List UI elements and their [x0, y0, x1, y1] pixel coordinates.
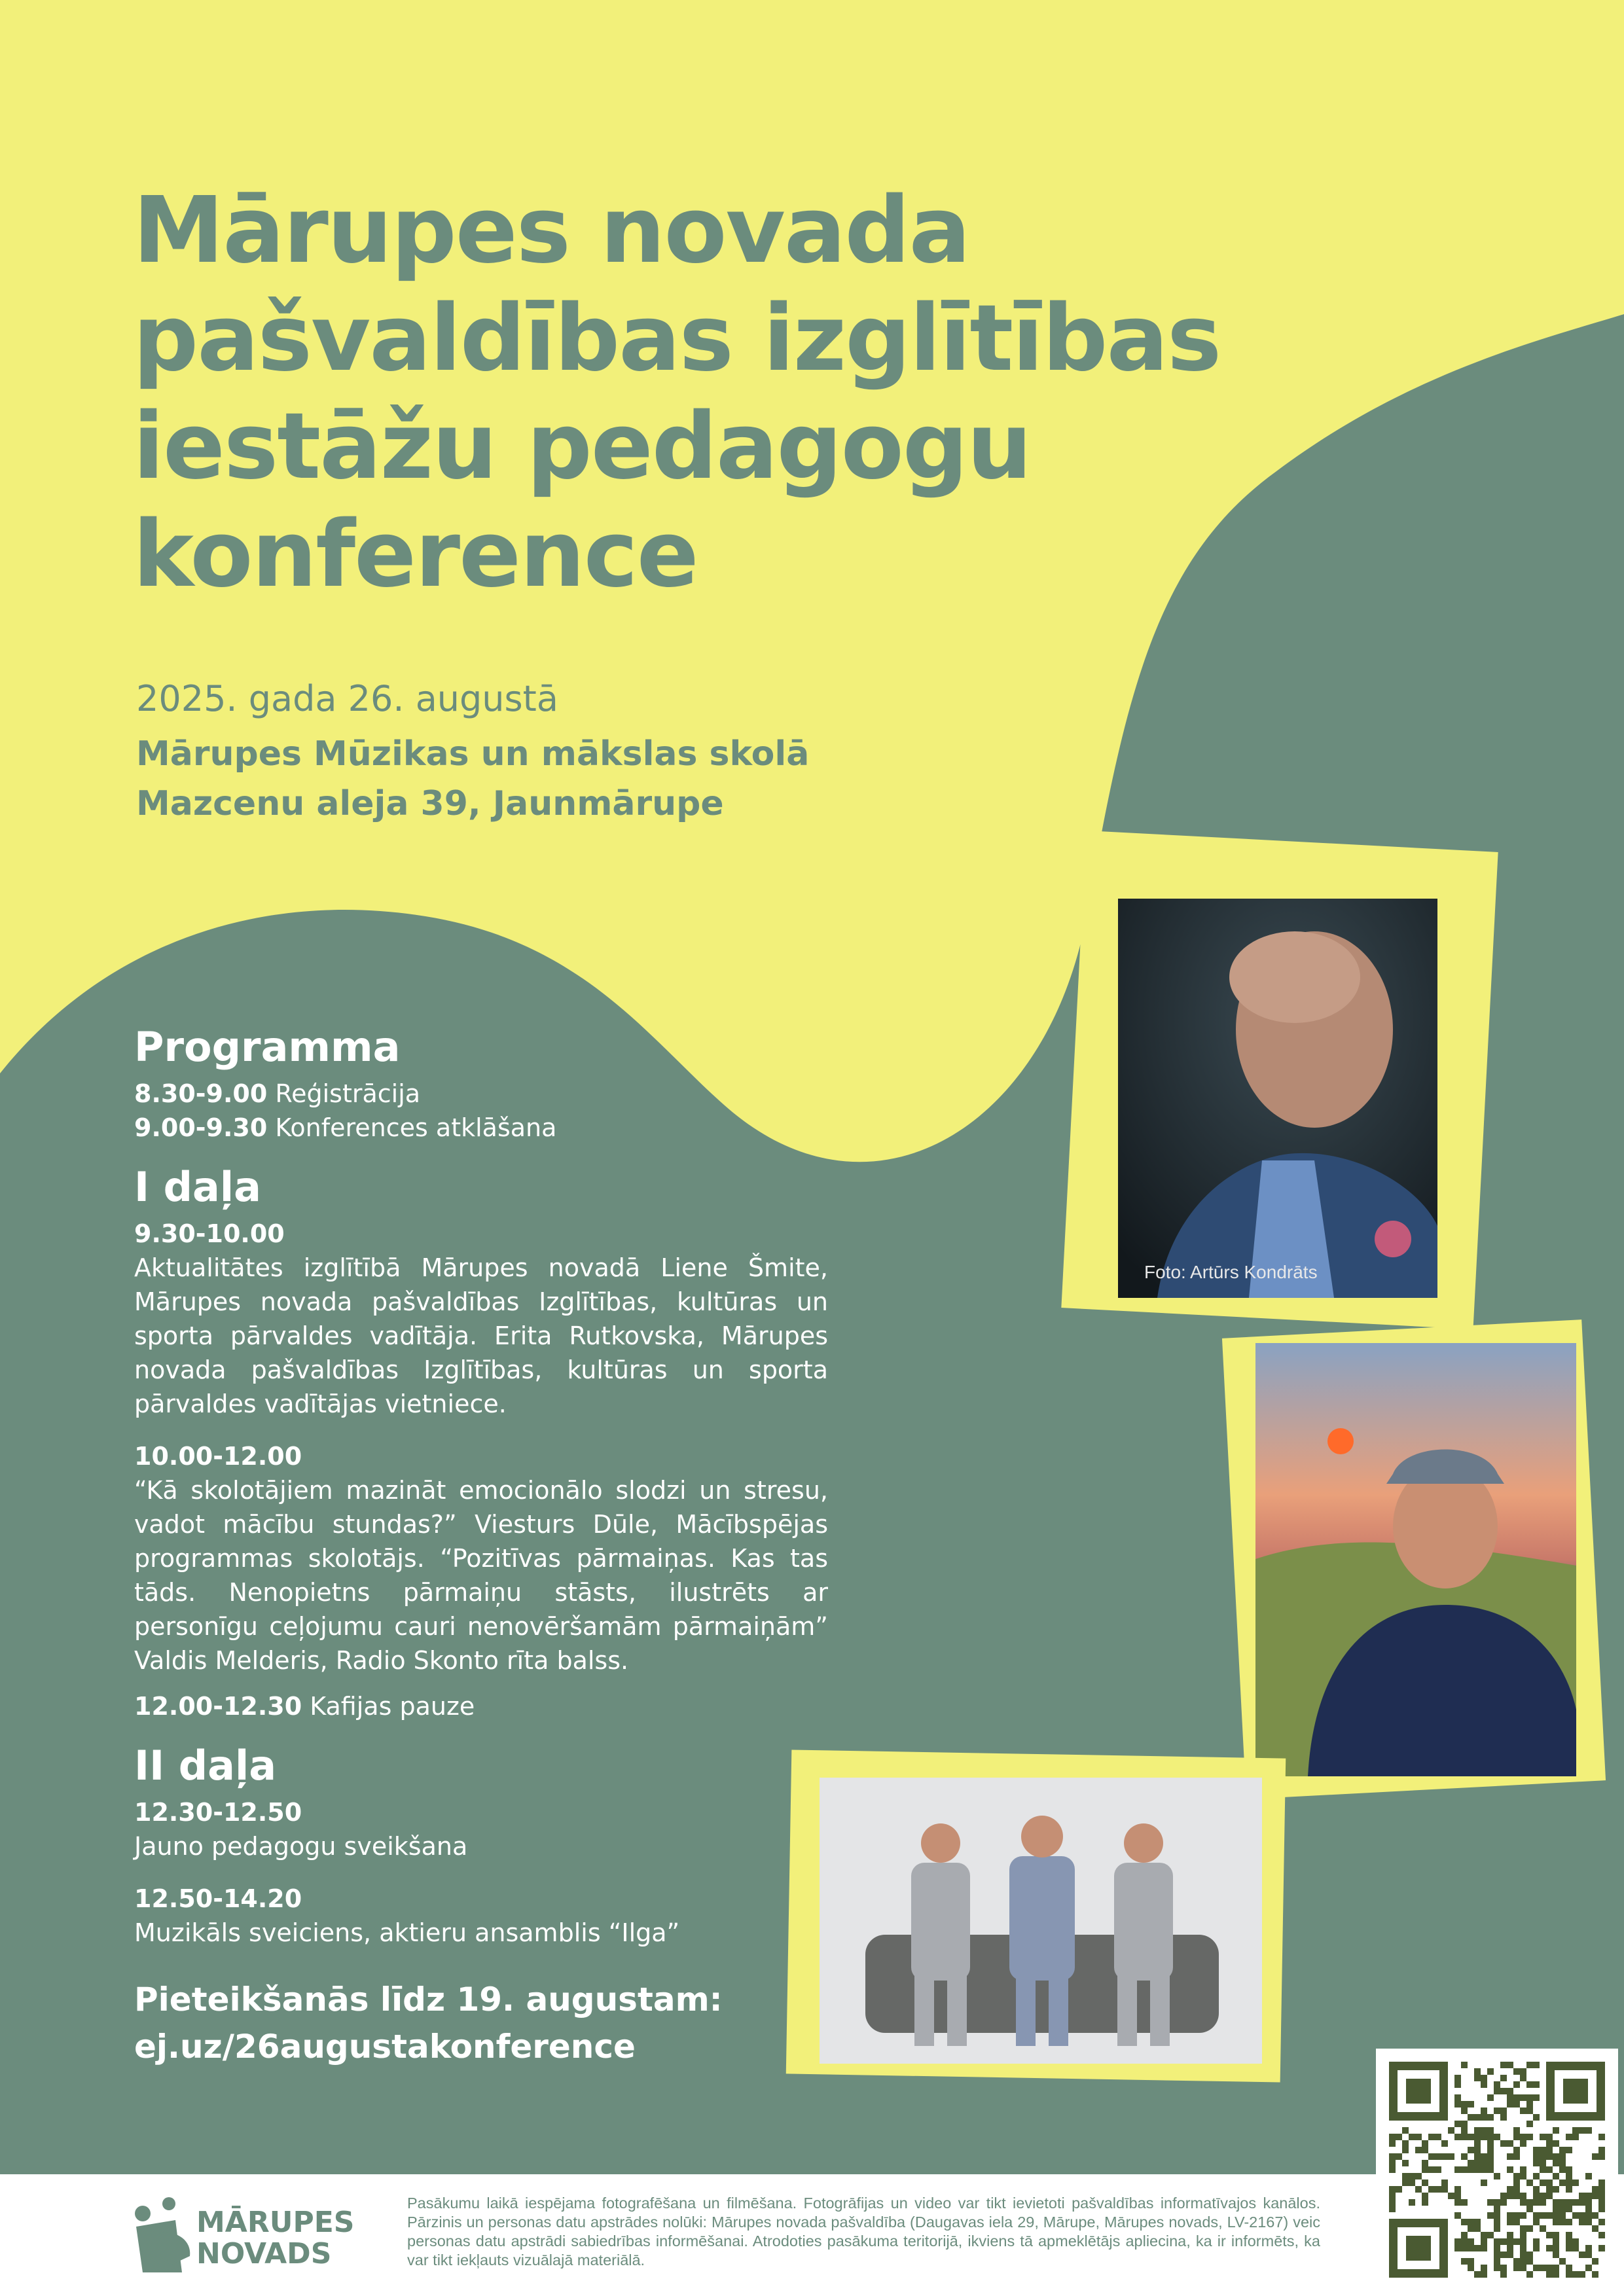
logo-text — [196, 2207, 354, 2270]
event-date: 2025. gada 26. augustā — [136, 678, 558, 719]
photo-credit: Foto: Artūrs Kondrāts — [1144, 1262, 1318, 1282]
logo-line2: NOVADS — [196, 2237, 332, 2270]
program-item — [134, 1111, 828, 1145]
speaker-portrait-photo — [1118, 899, 1437, 1298]
program-label: Kafijas pauze — [310, 1692, 475, 1721]
part1-session1-time: 9.30-10.00 — [134, 1219, 285, 1248]
program-item — [134, 1077, 828, 1111]
program-label: Konferences atklāšana — [275, 1113, 557, 1142]
program-time: 12.00-12.30 — [134, 1692, 302, 1721]
event-venue: Mārupes Mūzikas un mākslas skolā — [136, 734, 810, 774]
program-heading: Programma — [134, 1023, 401, 1071]
part1-heading: I daļa — [134, 1163, 261, 1211]
part2-session2-time: 12.50-14.20 — [134, 1884, 302, 1913]
title-line: pašvaldības izglītības — [133, 285, 1221, 392]
title-line: Mārupes novada — [133, 177, 970, 284]
part2-session1-text: Jauno pedagogu sveikšana — [134, 1832, 468, 1861]
program-item — [134, 1689, 828, 1723]
program-label: Reģistrācija — [275, 1079, 421, 1108]
title-line: konference — [133, 501, 698, 608]
program-section — [134, 1018, 828, 2070]
part1-session1-text: Aktualitātes izglītībā Mārupes novadā Liene Šmite, Mārupes novada pašvaldības Izglītības, kultūras un sporta pārvaldes vadītāja. Erita Rutkovska, Mārupes novada pašvaldības Izglītības, kultūras un sporta pārvaldes vadītājas vietniece. — [134, 1253, 828, 1418]
privacy-disclaimer: Pasākumu laikā iespējama fotografēšana un filmēšana. Fotogrāfijas un video var tikt ievietoti pašvaldības informatīvajos kanālos. Pārzinis un personas datu apstrādes nolūki: Mārupes novada pašvaldība (Daugavas iela 29, Mārupe, Mārupes novads, LV-2167) veic personas datu apstrādi sabiedrības informēšanai. Atrodoties pasākuma teritorijā, ikviens tā apmeklētājs apliecina, ka ir informēts, ka var tikt iekļauts vizuālajā materiālā. — [407, 2195, 1320, 2269]
program-time: 8.30-9.00 — [134, 1079, 268, 1108]
part1-session2-time: 10.00-12.00 — [134, 1442, 302, 1471]
part1-session2-text: “Kā skolotājiem mazināt emocionālo slodzi un stresu, vadot mācību stundas?” Viesturs Dūle, Mācībspējas programmas skolotājs. “Pozitīvas pārmaiņas. Kas tas tāds. Nenopietns pārmaiņu stāsts, ilustrēts ar personīgu ceļojumu cauri nenovēršamām pārmaiņām” Valdis Melderis, Radio Skonto rīta balss. — [134, 1476, 828, 1675]
event-address: Mazcenu aleja 39, Jaunmārupe — [136, 784, 724, 823]
part2-session2-text: Muzikāls sveiciens, aktieru ansamblis “Ilga” — [134, 1918, 680, 1947]
qr-code-pattern — [1376, 2049, 1618, 2291]
title-line: iestāžu pedagogu — [133, 393, 1031, 500]
qr-code[interactable] — [1376, 2049, 1618, 2291]
program-time: 9.00-9.30 — [134, 1113, 268, 1142]
logo-line1: MĀRUPES — [196, 2206, 355, 2239]
ensemble-ilga-photo — [820, 1778, 1262, 2064]
signup-label: Pieteikšanās līdz 19. augustam: — [134, 1981, 723, 2018]
signup-block — [134, 1976, 828, 2070]
signup-link[interactable]: ej.uz/26augustakonference — [134, 2028, 636, 2066]
speaker-outdoor-photo — [1255, 1343, 1576, 1776]
page-title — [133, 177, 1507, 609]
part2-session1-time: 12.30-12.50 — [134, 1798, 302, 1827]
event-info — [136, 674, 809, 829]
part2-heading: II daļa — [134, 1742, 277, 1789]
